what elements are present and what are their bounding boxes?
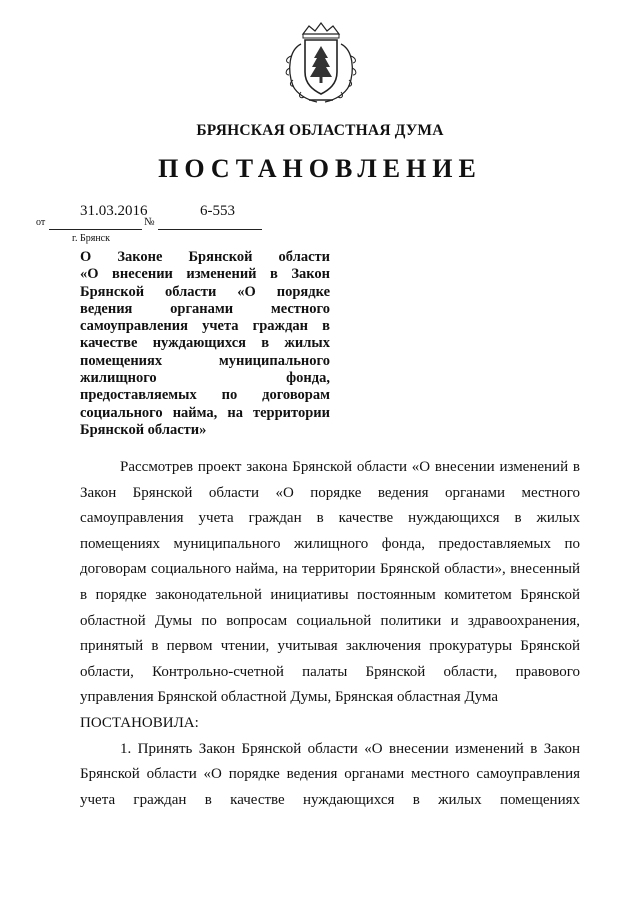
subject-line: О Законе Брянской области [80, 249, 330, 265]
preamble-line: управления Брянской областной Думы, Брянская областная Дума [80, 689, 499, 706]
item-1-line: Брянской области «О порядке ведения органами местного самоуправления [80, 766, 580, 783]
date-label: от [36, 217, 46, 228]
preamble-line: самоуправления учета граждан в качестве нуждающихся в жилых [80, 510, 580, 527]
subject-line: Брянской области «О порядке [80, 283, 330, 300]
subject-line: помещениях муниципального [80, 352, 330, 369]
subject-line: ведения органами местного [80, 300, 330, 317]
subject-line: социального найма, на территории [80, 404, 330, 421]
subject-line: качестве нуждающихся в жилых [80, 335, 330, 352]
bryansk-coat-of-arms-emblem [281, 20, 361, 106]
date-underline [49, 229, 142, 230]
document-date: 31.03.2016 [80, 203, 148, 219]
preamble-line: Закон Брянской области «О порядке ведения органами местного [80, 484, 580, 501]
organization-name: БРЯНСКАЯ ОБЛАСТНАЯ ДУМА [196, 122, 444, 139]
number-label: № [144, 216, 155, 228]
document-number: 6-553 [200, 203, 235, 219]
city-label: г. Брянск [72, 233, 110, 244]
document-subject [80, 249, 330, 439]
item-1-line: 1. Принять Закон Брянской области «О внесении изменений в Закон [120, 740, 580, 757]
subject-line: предоставляемых по договорам [80, 387, 330, 404]
subject-line: «О внесении изменений в Закон [80, 266, 330, 283]
number-underline [158, 229, 262, 230]
preamble-line: принятый в первом чтении, учитывая заключения прокуратуры Брянской [80, 638, 580, 655]
item-1-line: учета граждан в качестве нуждающихся в жилых помещениях [80, 791, 580, 808]
subject-line: Брянской области» [80, 421, 207, 438]
preamble-line: в порядке законодательной инициативы постоянным комитетом Брянской [80, 586, 580, 603]
preamble-line: областной Думы по вопросам социальной политики и здравоохранения, [80, 612, 580, 629]
document-body [80, 455, 580, 813]
preamble-line: Рассмотрев проект закона Брянской области «О внесении изменений в [120, 459, 580, 475]
preamble-line: помещениях муниципального жилищного фонда, предоставляемых по [80, 535, 580, 552]
preamble-line: области, Контрольно-счетной палаты Брянской области, правового [80, 663, 580, 680]
subject-line: жилищного фонда, [80, 370, 330, 387]
decided-heading: ПОСТАНОВИЛА: [80, 714, 199, 731]
preamble-line: договорам социального найма, на территории Брянской области», внесенный [80, 561, 580, 578]
subject-line: самоуправления учета граждан в [80, 318, 330, 335]
document-type-title: ПОСТАНОВЛЕНИЕ [158, 154, 482, 183]
